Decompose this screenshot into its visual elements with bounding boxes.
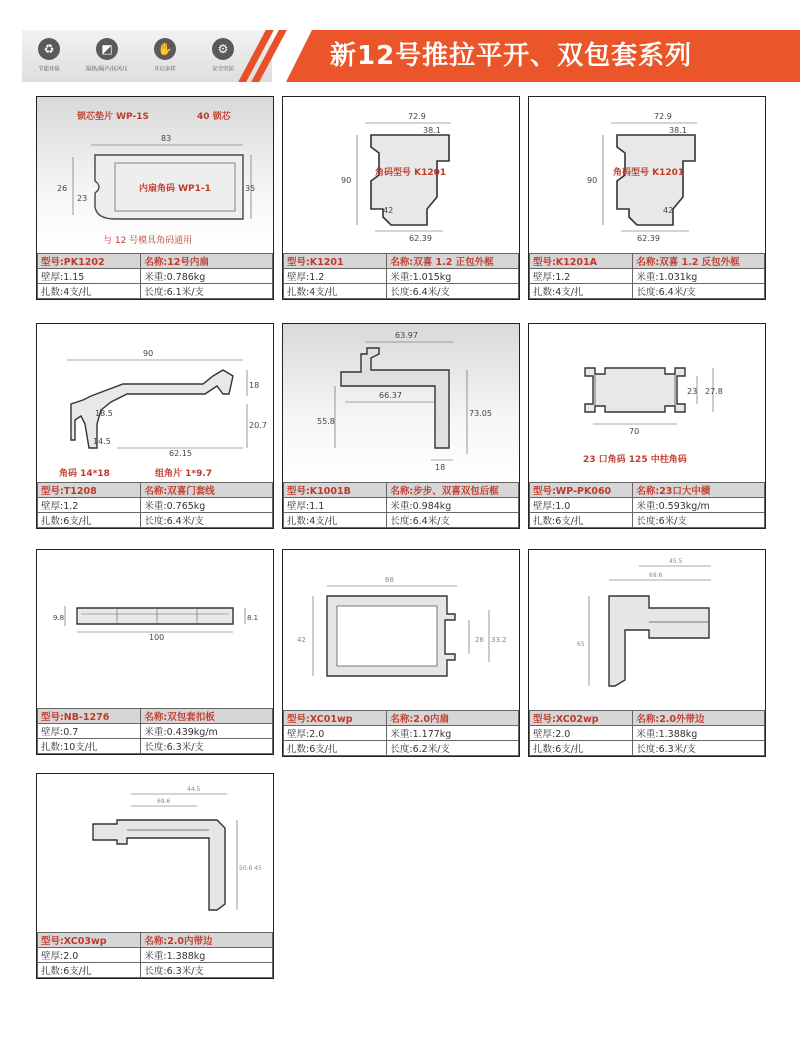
model-cell: 型号:XC01wp (284, 711, 387, 726)
length-cell: 长度:6.3米/支 (141, 963, 273, 978)
feature-hand (140, 38, 190, 73)
profile-diagram (529, 97, 765, 253)
dimension-label: 100 (149, 633, 165, 642)
model-cell: 型号:PK1202 (38, 254, 141, 269)
feature-caption: 开启多样 (154, 66, 176, 73)
profile-drawing (529, 97, 765, 253)
spec-table (37, 482, 273, 528)
dimension-label: 35 (245, 184, 256, 193)
dimension-label: 90 (587, 176, 598, 185)
dimension-label: 44.5 (187, 786, 201, 793)
feature-recycle (24, 38, 74, 73)
dimension-label: 72.9 (408, 112, 426, 121)
model-cell: 型号:K1201 (284, 254, 387, 269)
dimension-label: 83 (161, 134, 172, 143)
drawing-label: 23 口角码 125 中柱角码 (583, 455, 687, 465)
weight-cell: 米重:1.388kg (141, 948, 273, 963)
feature-caption: 隔热/隔声/抗风压 (86, 66, 128, 73)
profile-diagram (37, 550, 273, 708)
profile-diagram (283, 324, 519, 482)
feature-caption: 节能环保 (38, 66, 60, 73)
profile-diagram (37, 774, 273, 932)
spec-table (37, 932, 273, 978)
profile-diagram (529, 550, 765, 710)
dimension-label: 38.1 (669, 126, 687, 135)
profile-diagram (283, 550, 519, 710)
dimension-label: 62.39 (409, 234, 432, 243)
name-cell: 名称:2.0内带边 (141, 933, 273, 948)
model-cell: 型号:XC03wp (38, 933, 141, 948)
profile-drawing (529, 324, 765, 482)
bundle-cell: 扎数:6支/扎 (530, 741, 633, 756)
length-cell: 长度:6.3米/支 (141, 739, 273, 754)
dimension-label: 14.5 (93, 437, 111, 446)
length-cell: 长度:6.4米/支 (633, 284, 765, 299)
drawing-label: 锁芯垫片 WP-1S (77, 112, 149, 122)
drawing-label: 内扇角码 WP1-1 (139, 184, 211, 194)
wall-cell: 壁厚:1.2 (530, 269, 633, 284)
dimension-label: 42 (297, 636, 306, 644)
header-bar (0, 0, 800, 84)
spec-table (283, 710, 519, 756)
length-cell: 长度:6.1米/支 (141, 284, 273, 299)
model-cell: 型号:XC02wp (530, 711, 633, 726)
wall-cell: 壁厚:2.0 (530, 726, 633, 741)
dimension-label: 8.1 (247, 614, 259, 622)
dimension-label: 18 (249, 381, 260, 390)
dimension-label: 73.05 (469, 409, 492, 418)
name-cell: 名称:双喜 1.2 反包外框 (633, 254, 765, 269)
profile-diagram (529, 324, 765, 482)
dimension-label: 23 (77, 194, 88, 203)
dimension-label: 62.15 (169, 449, 192, 458)
dimension-label: 23 (687, 387, 698, 396)
feature-shield (198, 38, 248, 73)
model-cell: 型号:K1001B (284, 483, 387, 498)
dimension-label: 69.6 (649, 572, 663, 579)
bundle-cell: 扎数:6支/扎 (38, 963, 141, 978)
length-cell: 长度:6.4米/支 (387, 513, 519, 528)
wall-cell: 壁厚:1.1 (284, 498, 387, 513)
profile-card-wp-pk060 (528, 323, 766, 529)
name-cell: 名称:步步、双喜双包后框 (387, 483, 519, 498)
spec-table (529, 482, 765, 528)
drawing-label: 角码型号 K1201 (613, 168, 685, 178)
dimension-label: 66.37 (379, 391, 402, 400)
dimension-label: 90 (341, 176, 352, 185)
weight-cell: 米重:0.765kg (141, 498, 273, 513)
dimension-label: 68 (385, 576, 394, 584)
profile-card-xc01wp (282, 549, 520, 757)
dimension-label: 26 (475, 636, 484, 644)
spec-table (37, 253, 273, 299)
shield-icon: ⚙ (212, 38, 234, 60)
dimension-label: 63.97 (395, 331, 418, 340)
weight-cell: 米重:1.031kg (633, 269, 765, 284)
name-cell: 名称:双包套扣板 (141, 709, 273, 724)
profile-card-pk1202 (36, 96, 274, 300)
hand-icon: ✋ (154, 38, 176, 60)
dimension-label: 18.5 (95, 409, 113, 418)
model-cell: 型号:WP-PK060 (530, 483, 633, 498)
name-cell: 名称:23口大中横 (633, 483, 765, 498)
profile-diagram (37, 97, 273, 253)
drawing-label: 角码 14*18 (59, 469, 110, 479)
bundle-cell: 扎数:6支/扎 (284, 741, 387, 756)
weight-cell: 米重:0.439kg/m (141, 724, 273, 739)
drawing-label: 40 锁芯 (197, 112, 231, 122)
dimension-label: 72.9 (654, 112, 672, 121)
dimension-label: 69.6 (157, 798, 171, 805)
profile-drawing (37, 324, 273, 482)
name-cell: 名称:2.0内扇 (387, 711, 519, 726)
dimension-label: 38.1 (423, 126, 441, 135)
wall-cell: 壁厚:1.2 (284, 269, 387, 284)
length-cell: 长度:6.3米/支 (633, 741, 765, 756)
dimension-label: 9.8 (53, 614, 65, 622)
profile-card-k1201 (282, 96, 520, 300)
spec-table (283, 253, 519, 299)
profile-drawing (37, 774, 273, 932)
profile-drawing (37, 550, 273, 708)
drawing-label: 组角片 1*9.7 (155, 469, 213, 479)
spec-table (37, 708, 273, 754)
profile-card-nb-1276 (36, 549, 274, 755)
dimension-label: 42 (383, 206, 394, 215)
bundle-cell: 扎数:10支/扎 (38, 739, 141, 754)
bundle-cell: 扎数:6支/扎 (38, 513, 141, 528)
drawing-label: 角码型号 K1201 (375, 168, 447, 178)
length-cell: 长度:6.4米/支 (387, 284, 519, 299)
weight-cell: 米重:0.786kg (141, 269, 273, 284)
name-cell: 名称:双喜门套线 (141, 483, 273, 498)
model-cell: 型号:K1201A (530, 254, 633, 269)
page-title: 新12号推拉平开、双包套系列 (330, 41, 693, 71)
wall-cell: 壁厚:0.7 (38, 724, 141, 739)
dimension-label: 65 (577, 641, 585, 648)
bundle-cell: 扎数:4支/扎 (530, 284, 633, 299)
spec-table (529, 253, 765, 299)
length-cell: 长度:6.2米/支 (387, 741, 519, 756)
drawing-label: 与 12 号模具角码通用 (103, 236, 193, 246)
dimension-label: 62.39 (637, 234, 660, 243)
profile-drawing (529, 550, 765, 710)
weight-cell: 米重:1.388kg (633, 726, 765, 741)
model-cell: 型号:T1208 (38, 483, 141, 498)
dimension-label: 70 (629, 427, 640, 436)
dimension-label: 27.8 (705, 387, 723, 396)
bundle-cell: 扎数:4支/扎 (284, 284, 387, 299)
length-cell: 长度:6.4米/支 (141, 513, 273, 528)
profile-card-k1201a (528, 96, 766, 300)
bundle-cell: 扎数:6支/扎 (530, 513, 633, 528)
name-cell: 名称:12号内扇 (141, 254, 273, 269)
profile-diagram (283, 97, 519, 253)
ruler-icon: ◩ (96, 38, 118, 60)
profile-drawing (283, 550, 519, 710)
dimension-label: 42 (663, 206, 674, 215)
dimension-label: 45.5 (669, 558, 683, 565)
spec-table (529, 710, 765, 756)
feature-ruler (82, 38, 132, 73)
wall-cell: 壁厚:1.15 (38, 269, 141, 284)
model-cell: 型号:NB-1276 (38, 709, 141, 724)
weight-cell: 米重:1.177kg (387, 726, 519, 741)
weight-cell: 米重:0.593kg/m (633, 498, 765, 513)
recycle-icon: ♻ (38, 38, 60, 60)
dimension-label: 18 (435, 463, 446, 472)
name-cell: 名称:2.0外带边 (633, 711, 765, 726)
feature-caption: 安全坚固 (212, 66, 234, 73)
wall-cell: 壁厚:2.0 (38, 948, 141, 963)
dimension-label: 33.2 (491, 636, 507, 644)
profile-card-xc03wp (36, 773, 274, 979)
bundle-cell: 扎数:4支/扎 (284, 513, 387, 528)
length-cell: 长度:6米/支 (633, 513, 765, 528)
name-cell: 名称:双喜 1.2 正包外框 (387, 254, 519, 269)
profile-card-t1208 (36, 323, 274, 529)
profile-drawing (283, 97, 519, 253)
dimension-label: 50.6 45 (239, 865, 262, 872)
wall-cell: 壁厚:2.0 (284, 726, 387, 741)
dimension-label: 55.8 (317, 417, 335, 426)
bundle-cell: 扎数:4支/扎 (38, 284, 141, 299)
profile-card-xc02wp (528, 549, 766, 757)
profile-diagram (37, 324, 273, 482)
dimension-label: 90 (143, 349, 154, 358)
weight-cell: 米重:1.015kg (387, 269, 519, 284)
weight-cell: 米重:0.984kg (387, 498, 519, 513)
wall-cell: 壁厚:1.2 (38, 498, 141, 513)
profile-card-k1001b (282, 323, 520, 529)
dimension-label: 20.7 (249, 421, 267, 430)
dimension-label: 26 (57, 184, 68, 193)
wall-cell: 壁厚:1.0 (530, 498, 633, 513)
spec-table (283, 482, 519, 528)
profile-drawing (283, 324, 519, 482)
profile-drawing (37, 97, 273, 253)
feature-icon-band (22, 30, 272, 82)
